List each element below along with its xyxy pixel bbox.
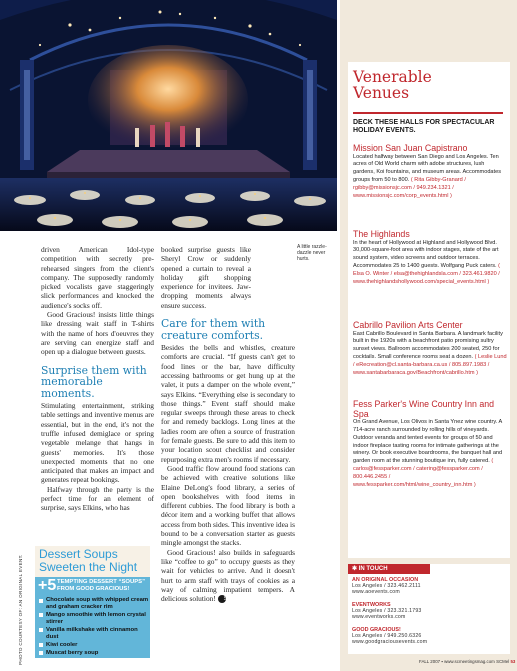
folio-text: FALL 2007 ▪ www.scmeetingsmag.com [419,659,495,664]
folio-mag-sub: Mel [502,659,510,664]
venue-entry [353,144,507,200]
body-paragraph [161,548,295,604]
contact-name: EVENTWORKS [352,602,391,608]
venue-description [353,154,507,201]
venue-name: Fess Parker's Wine Country Inn and Spa [353,399,495,419]
venue-entry [353,400,507,489]
body-paragraph: booked surprise guests like Sheryl Crow or suddenly opened a curtain to reveal a holiday gift shopping experience for invitees. Jaw-dropping moments always ensure success. [161,245,251,310]
body-paragraph: driven American Idol-type competition with secretly pre-rehearsed singers from the client's company. The supposedly randomly picked vocalists gave staggeringly slick performances and knocked the audience's socks off. [41,245,154,310]
dessert-list [39,597,149,658]
venue-description [353,331,507,378]
photo-credit-text: PHOTO COURTESY OF: AN ORIGINAL EVENT. [18,554,23,665]
end-mark-icon: SC [218,595,226,603]
photo-caption: A little razzle-dazzle never hurts. [297,244,327,262]
venue-name: Mission San Juan Capistrano [353,143,468,153]
plus-five-badge: +5 [38,577,57,594]
body-paragraph-text: Good Gracious! also builds in safeguards like “coffee to go” to occupy guests as they wait for vehicles to arrive. And it doesn't hurt to arm staff with trays of cookies as a way of calming impatient tempers. A delicious solution! [161,547,295,604]
dessert-box-title [39,548,137,573]
photo-credit [18,500,28,665]
body-paragraph: Besides the bells and whistles, creature comforts are crucial. “If guests can't get to food lines or the bar, have difficulty accessing bathrooms or get hung up at the valet, it puts a damper on the whole event,” says Elkins. “Everything else is secondary to those things.” Event staff should make regular sweeps through these areas to check for and remedy backlogs. Long lines at the ladies room are often a source of frustration for female guests. Be sure to add this item to your location scout checklist and consider repurposing extra men's rooms if necessary. [161,343,295,464]
dessert-title-line: Dessert Soups [39,547,118,561]
venue-contact-link[interactable]: ( Elsa O. Winter / elsa@thehighlandsla.com / 323.461.9820 / www.thehighlandshollywood.com/special_events.html ) [353,262,500,285]
section-heading: Care for them with creature comforts. [161,317,266,342]
venues-title [353,69,432,101]
dessert-item: Chocolate soup with whipped cream and graham cracker rim [39,597,149,610]
contact-name: GOOD GRACIOUS! [352,627,401,633]
venues-deck: DECK THESE HALLS FOR SPECTACULAR HOLIDAY EVENTS. [353,119,495,134]
venues-title-line: Venues [353,84,410,102]
in-touch-tab: ✱ IN TOUCH [348,564,430,574]
venue-entry [353,230,507,286]
venue-desc-text: Located halfway between San Diego and Los Angeles. Ten acres of Old World charm with adobe structures, lush gardens, Koi fountains, and museum areas. Accommodates groups from 50 to 800. [353,153,502,183]
dessert-item: Vanilla milkshake with cinnamon dust [39,627,149,640]
dessert-item: Mango smoothie with lemon crystal stirrer [39,612,149,625]
dessert-subtitle: TEMPTING DESSERT “SOUPS” FROM GOOD GRACIOUS! [57,579,146,592]
venue-contact-link[interactable]: ( Leslie Lund / eRecreation@cl.santa-barbara.ca.us / 805.897.1983 / www.santabarbaraca.gov/Beachfront/cabrillo.htm ) [353,353,507,376]
concert-hall-illustration [0,0,337,231]
in-touch-box [348,564,510,654]
venues-title-line: Venerable [353,68,432,86]
dessert-list-band [35,577,150,658]
venues-sidebar [340,0,517,671]
dessert-title-line: Sweeten the Night [39,559,138,574]
contact-entry [352,627,502,645]
title-rule [353,112,503,114]
contact-web-link[interactable]: www.goodgraciousevents.com [352,639,428,646]
contact-entry [352,602,502,620]
article-column-2 [161,245,295,603]
contact-entry [352,577,502,595]
body-paragraph: Stimulating entertainment, striking table settings and inventive menus are essential, but in the end, it's not the truffle infused demiglace or spring vegetable melange that hangs in guests' memories. It's those unexpected moments that no one anticipated that makes an impact and generates repeat bookings. [41,401,154,485]
event-photo [0,0,337,231]
venue-description [353,419,507,489]
contact-phone: Los Angeles / 323.321.1793 [352,608,422,615]
body-paragraph: Good traffic flow around food stations can be achieved with creative solutions like Elaine DeLong's food library, a series of open bookshelves with food items in different cubbies. The food library is both a décor item and a working buffet that allows access from both sides. This inventive idea is bound to be a conversation starter as guests mingle amongst the stacks. [161,463,295,548]
page-folio [419,659,517,664]
venue-entry [353,321,507,377]
body-paragraph: Good Gracious! insists little things like dressing wait staff in T-shirts with the name of hors d'oeuvres they are serving can energize staff and open up a dialogue between guests. [41,310,154,357]
contact-phone: Los Angeles / 949.250.6326 [352,633,422,640]
venue-contact-link[interactable]: ( carlos@fessparker.com / catering@fessparker.com / 800.446.2455 / www.fessparker.com/html/wine_country_inn.htm ) [353,458,494,488]
body-paragraph: Halfway through the party is the perfect time for an element of surprise, says Elkins, who has [41,484,154,513]
dessert-item: Kiwi cooler [39,642,149,649]
article-column-1 [41,245,154,513]
venue-name: Cabrillo Pavilion Arts Center [353,320,463,330]
contact-web-link[interactable]: www.eventworks.com [352,614,406,621]
page-number: 53 [510,659,516,664]
folio-mag: SC [496,659,503,664]
venue-desc-text: On Grand Avenue, Los Olivos in Santa Ynez wine country. A 714-acre ranch surrounded by rolling hills of vineyards. Outdoor veranda and tented events for groups of 50 and indoor fireplace tasting rooms for intimate gatherings at the winery. Or book executive boardrooms, the banquet hall and garden room at the stunning boutique inn, fully catered. [353,419,503,465]
section-heading: Surprise them with memorable moments. [41,363,147,400]
dessert-item: Muscat berry soup [39,650,149,657]
venue-contact-link[interactable]: ( Rita Gibby-Granard / rgibby@missionsjc.com / 949.234.1321 / www.missionsjc.com/corp_events.html ) [353,176,466,199]
venue-name: The Highlands [353,229,410,239]
venue-desc-text: East Cabrillo Boulevard in Santa Barbara. A landmark facility built in the 1920s with a beachfront patio promising sultry sunset views. Ballroom accommodates 200 seated, 250 for cocktails. Small conference rooms seat a dozen. [353,330,503,360]
contact-web-link[interactable]: www.aoevents.com [352,589,400,596]
dessert-sidebar-box [35,546,150,658]
venue-desc-text: In the heart of Hollywood at Highland and Hollywood Blvd. 30,000-square-foot area with indoor stages, state of the art sound system, video screens and outdoor terraces. Accommodates 25 to 1400 guests. Wolfgang Puck caters. [353,239,499,269]
venue-description [353,240,507,287]
venues-box [348,62,510,558]
contact-phone: Los Angeles / 323.462.2111 [352,583,421,590]
contact-name: AN ORIGINAL OCCASION [352,577,419,583]
